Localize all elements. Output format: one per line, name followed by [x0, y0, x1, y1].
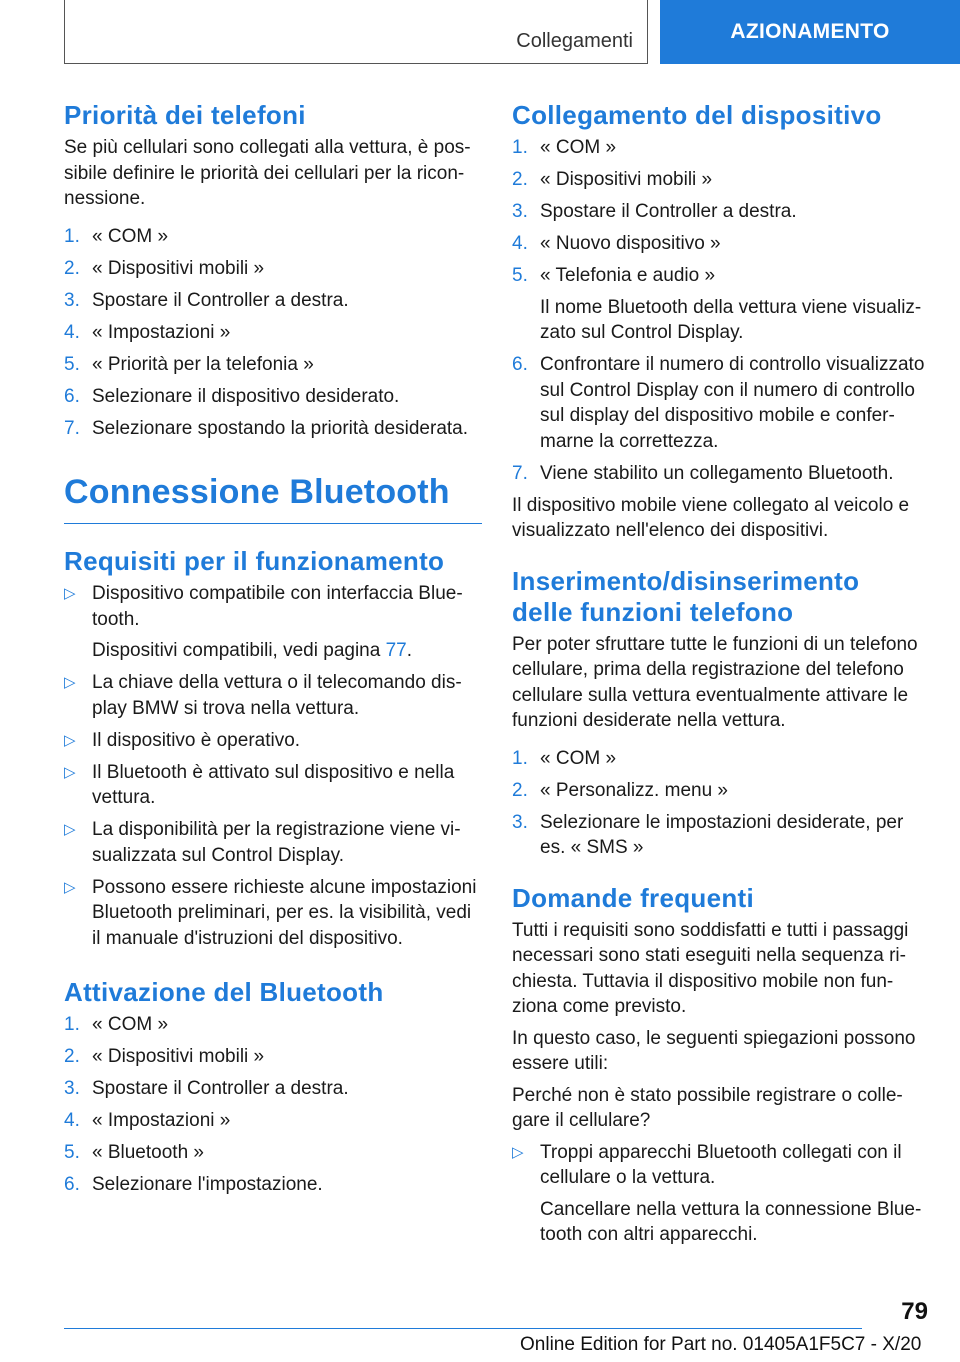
step-number: 6.: [64, 1174, 80, 1195]
list-item: [64, 760, 482, 811]
list-item: [64, 581, 482, 664]
list-item: [64, 320, 482, 346]
heading-faq: Domande frequenti: [512, 882, 755, 913]
faq-list: [512, 1140, 926, 1248]
step-number: 4.: [512, 233, 528, 254]
faq-paragraph-3: Perché non è stato possibile registrare o colle-gare il cellulare?: [512, 1084, 903, 1131]
heading-priority: Priorità dei telefoni: [64, 100, 306, 130]
step-number: 6.: [512, 354, 528, 375]
list-item: [64, 416, 482, 442]
priority-steps: [64, 224, 482, 442]
list-item: [64, 1172, 482, 1198]
step-number: 2.: [512, 779, 528, 801]
step-text: Viene stabilito un collegamento Bluetooth.: [540, 462, 894, 484]
step-number: 5.: [512, 265, 528, 286]
faq-paragraph-2: In questo caso, le seguenti spiegazioni possono essere utili:: [512, 1027, 916, 1074]
list-item: [64, 1108, 482, 1134]
step-text: « COM »: [92, 225, 169, 247]
list-item: [64, 352, 482, 378]
bullet-triangle-icon: ▷: [512, 1143, 524, 1161]
step-number: 2.: [64, 257, 80, 279]
step-number: 2.: [512, 169, 528, 190]
step-text: « Dispositivi mobili »: [540, 169, 713, 190]
step-number: 1.: [512, 747, 528, 769]
step-text: « Impostazioni »: [92, 1110, 231, 1131]
left-column: [64, 100, 482, 1204]
step-number: 3.: [64, 1078, 80, 1099]
list-item: [64, 1140, 482, 1166]
header-chapter-tab: AZIONAMENTO: [660, 0, 960, 64]
bullet-triangle-icon: ▷: [64, 674, 76, 691]
footer-divider: [64, 1328, 862, 1329]
heading-activation: Attivazione del Bluetooth: [64, 977, 384, 1007]
list-item: [64, 256, 482, 282]
list-item: [512, 135, 926, 161]
list-item: [64, 224, 482, 250]
list-item: [64, 670, 482, 721]
step-text: Spostare il Controller a destra.: [540, 201, 797, 222]
requirement-text: La disponibilità per la registrazione viene vi-sualizzata sul Control Display.: [92, 819, 461, 866]
step-number: 7.: [64, 417, 80, 439]
page-header: [0, 0, 960, 66]
punctuation: .: [406, 640, 413, 661]
step-number: 3.: [64, 289, 80, 311]
page-number: 79: [901, 1298, 928, 1325]
list-item: [64, 1012, 482, 1038]
list-item: [64, 288, 482, 314]
list-item: [512, 231, 926, 257]
requirements-list: [64, 581, 482, 951]
step-number: 1.: [64, 1014, 80, 1035]
step-text: « Dispositivi mobili »: [92, 1046, 265, 1067]
list-item: [512, 1140, 926, 1248]
faq-item-text: Troppi apparecchi Bluetooth collegati con il cellulare o la vettura.: [540, 1141, 902, 1188]
list-item: [512, 746, 926, 772]
step-number: 1.: [512, 137, 528, 158]
bullet-triangle-icon: ▷: [64, 763, 76, 781]
list-item: [64, 728, 482, 754]
step-number: 6.: [64, 385, 80, 407]
heading-functions: Inserimento/disinserimento delle funzioni telefono: [512, 565, 860, 627]
step-number: 2.: [64, 1046, 80, 1067]
step-text: Selezionare le impostazioni desiderate, per es. « SMS »: [540, 811, 904, 858]
step-text: Spostare il Controller a destra.: [92, 1078, 349, 1099]
step-number: 4.: [64, 1110, 80, 1131]
step-text: « Impostazioni »: [92, 321, 231, 343]
bullet-triangle-icon: ▷: [64, 821, 76, 838]
bullet-triangle-icon: ▷: [64, 878, 76, 896]
list-item: [512, 263, 926, 346]
connect-steps: [512, 135, 926, 486]
step-text: « COM »: [540, 137, 617, 158]
connect-outro: Il dispositivo mobile viene collegato al veicolo e visualizzato nell'elenco dei dispositivi.: [512, 494, 910, 541]
requirement-text: Possono essere richieste alcune impostazioni Bluetooth preliminari, per es. la visibilità, vedi il manuale d'istruzioni del dispositivo.: [92, 876, 477, 949]
step-number: 7.: [512, 462, 528, 484]
step-text: « Priorità per la telefonia »: [92, 353, 314, 375]
step-text: « COM »: [540, 747, 617, 769]
step-number: 5.: [64, 1142, 80, 1163]
activation-steps: [64, 1012, 482, 1198]
step-text: Selezionare l'impostazione.: [92, 1174, 323, 1195]
step-number: 5.: [64, 353, 80, 375]
header-section-box: [64, 0, 648, 64]
list-item: [64, 1044, 482, 1070]
functions-intro: Per poter sfruttare tutte le funzioni di un telefono cellulare, prima della registrazione del telefono cellulare sulla vettura eventualmente attivare le funzioni desiderate nella vettura.: [512, 633, 918, 731]
step-text: Selezionare il dispositivo desiderato.: [92, 385, 400, 407]
heading-bluetooth: Connessione Bluetooth: [64, 471, 482, 524]
step-number: 3.: [512, 201, 528, 222]
step-subtext: Il nome Bluetooth della vettura viene visualiz-zato sul Control Display.: [540, 296, 922, 343]
functions-steps: [512, 746, 926, 861]
step-text: « COM »: [92, 1014, 169, 1035]
faq-paragraph-1: Tutti i requisiti sono soddisfatti e tutti i passaggi necessari sono stati eseguiti nella sequenza ri-chiesta. Tuttavia il dispositivo mobile non fun-ziona come previsto.: [512, 919, 909, 1017]
bullet-triangle-icon: ▷: [64, 731, 76, 749]
step-text: « Dispositivi mobili »: [92, 257, 265, 279]
list-item: [512, 778, 926, 804]
header-section-title: Collegamenti: [516, 30, 633, 52]
list-item: [64, 1076, 482, 1102]
step-text: « Personalizz. menu »: [540, 779, 728, 801]
list-item: [512, 461, 926, 487]
requirement-text: La chiave della vettura o il telecomando dis-play BMW si trova nella vettura.: [92, 672, 462, 719]
step-text: Selezionare spostando la priorità desiderata.: [92, 417, 469, 439]
list-item: [512, 810, 926, 861]
footer-edition: Online Edition for Part no. 01405A1F5C7 - X/20: [520, 1334, 922, 1355]
step-text: Spostare il Controller a destra.: [92, 289, 349, 311]
heading-connect: Collegamento del dispositivo: [512, 100, 882, 130]
list-item: [64, 384, 482, 410]
right-column: [512, 100, 926, 1254]
step-text: « Telefonia e audio »: [540, 265, 716, 286]
list-item: [64, 817, 482, 868]
step-number: 4.: [64, 321, 80, 343]
bullet-triangle-icon: ▷: [64, 585, 76, 602]
requirement-subtext: Dispositivi compatibili, vedi pagina: [92, 640, 386, 661]
requirement-text: Dispositivo compatibile con interfaccia Blue-tooth.: [92, 583, 463, 630]
requirement-text: Il dispositivo è operativo.: [92, 729, 301, 751]
step-number: 1.: [64, 225, 80, 247]
list-item: [512, 167, 926, 193]
faq-item-subtext: Cancellare nella vettura la connessione Blue-tooth con altri apparecchi.: [540, 1198, 922, 1245]
list-item: [512, 352, 926, 454]
heading-requirements: Requisiti per il funzionamento: [64, 546, 445, 576]
requirement-text: Il Bluetooth è attivato sul dispositivo e nella vettura.: [92, 761, 455, 808]
page-reference-link[interactable]: 77: [385, 640, 407, 661]
step-text: Confrontare il numero di controllo visualizzato sul Control Display con il numero di controllo sul display del dispositivo mobile e confer-marne la correttezza.: [540, 354, 925, 452]
list-item: [64, 875, 482, 952]
step-text: « Bluetooth »: [92, 1142, 204, 1163]
priority-intro: Se più cellulari sono collegati alla vettura, è pos-sibile definire le priorità dei cellulari per la ricon-nessione.: [64, 137, 471, 209]
step-text: « Nuovo dispositivo »: [540, 233, 721, 254]
list-item: [512, 199, 926, 225]
step-number: 3.: [512, 811, 528, 833]
